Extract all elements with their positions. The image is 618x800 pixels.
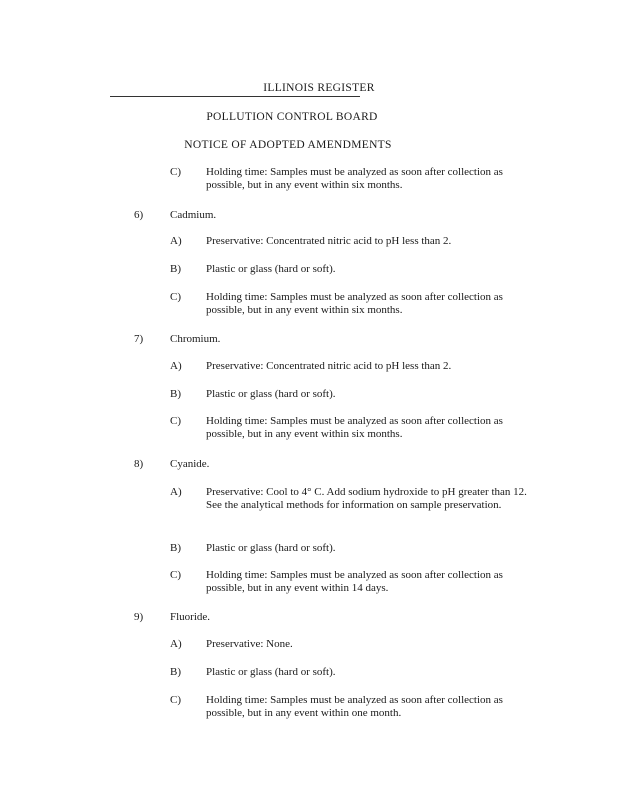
section-number: 6)	[134, 209, 144, 221]
item-text: Plastic or glass (hard or soft).	[206, 263, 336, 275]
item-text: Preservative: Concentrated nitric acid to pH less than 2.	[206, 235, 452, 247]
header-rule	[110, 96, 360, 97]
item-label: C)	[170, 415, 181, 427]
item-label: B)	[170, 263, 181, 275]
notice-title: NOTICE OF ADOPTED AMENDMENTS	[184, 139, 392, 151]
item-text: Plastic or glass (hard or soft).	[206, 388, 336, 400]
item-label: B)	[170, 388, 181, 400]
item-text: Plastic or glass (hard or soft).	[206, 542, 336, 554]
item-label: A)	[170, 638, 182, 650]
section-number: 8)	[134, 458, 144, 470]
item-text: Preservative: Cool to 4° C. Add sodium hydroxide to pH greater than 12. See the analytical methods for information on sample preservation.	[206, 486, 527, 511]
item-text: Holding time: Samples must be analyzed as soon after collection as possible, but in any event within one month.	[206, 694, 503, 719]
item-text: Holding time: Samples must be analyzed as soon after collection as possible, but in any event within six months.	[206, 415, 503, 440]
board-title: POLLUTION CONTROL BOARD	[206, 111, 378, 123]
section-title: Fluoride.	[170, 611, 211, 623]
item-text: Preservative: None.	[206, 638, 293, 650]
item-text: Holding time: Samples must be analyzed as soon after collection as possible, but in any event within 14 days.	[206, 569, 503, 594]
item-text: Holding time: Samples must be analyzed as soon after collection as possible, but in any event within six months.	[206, 291, 503, 316]
item-text: Plastic or glass (hard or soft).	[206, 666, 336, 678]
register-title: ILLINOIS REGISTER	[263, 82, 375, 94]
item-text: Holding time: Samples must be analyzed as soon after collection as possible, but in any event within six months.	[206, 166, 503, 191]
item-label: A)	[170, 486, 182, 498]
item-label: C)	[170, 694, 181, 706]
item-label: C)	[170, 166, 181, 178]
item-label: A)	[170, 360, 182, 372]
section-number: 7)	[134, 333, 144, 345]
item-label: A)	[170, 235, 182, 247]
item-label: B)	[170, 542, 181, 554]
section-number: 9)	[134, 611, 144, 623]
section-title: Cyanide.	[170, 458, 210, 470]
item-label: B)	[170, 666, 181, 678]
item-label: C)	[170, 291, 181, 303]
item-label: C)	[170, 569, 181, 581]
item-text: Preservative: Concentrated nitric acid to pH less than 2.	[206, 360, 452, 372]
section-title: Cadmium.	[170, 209, 217, 221]
section-title: Chromium.	[170, 333, 221, 345]
